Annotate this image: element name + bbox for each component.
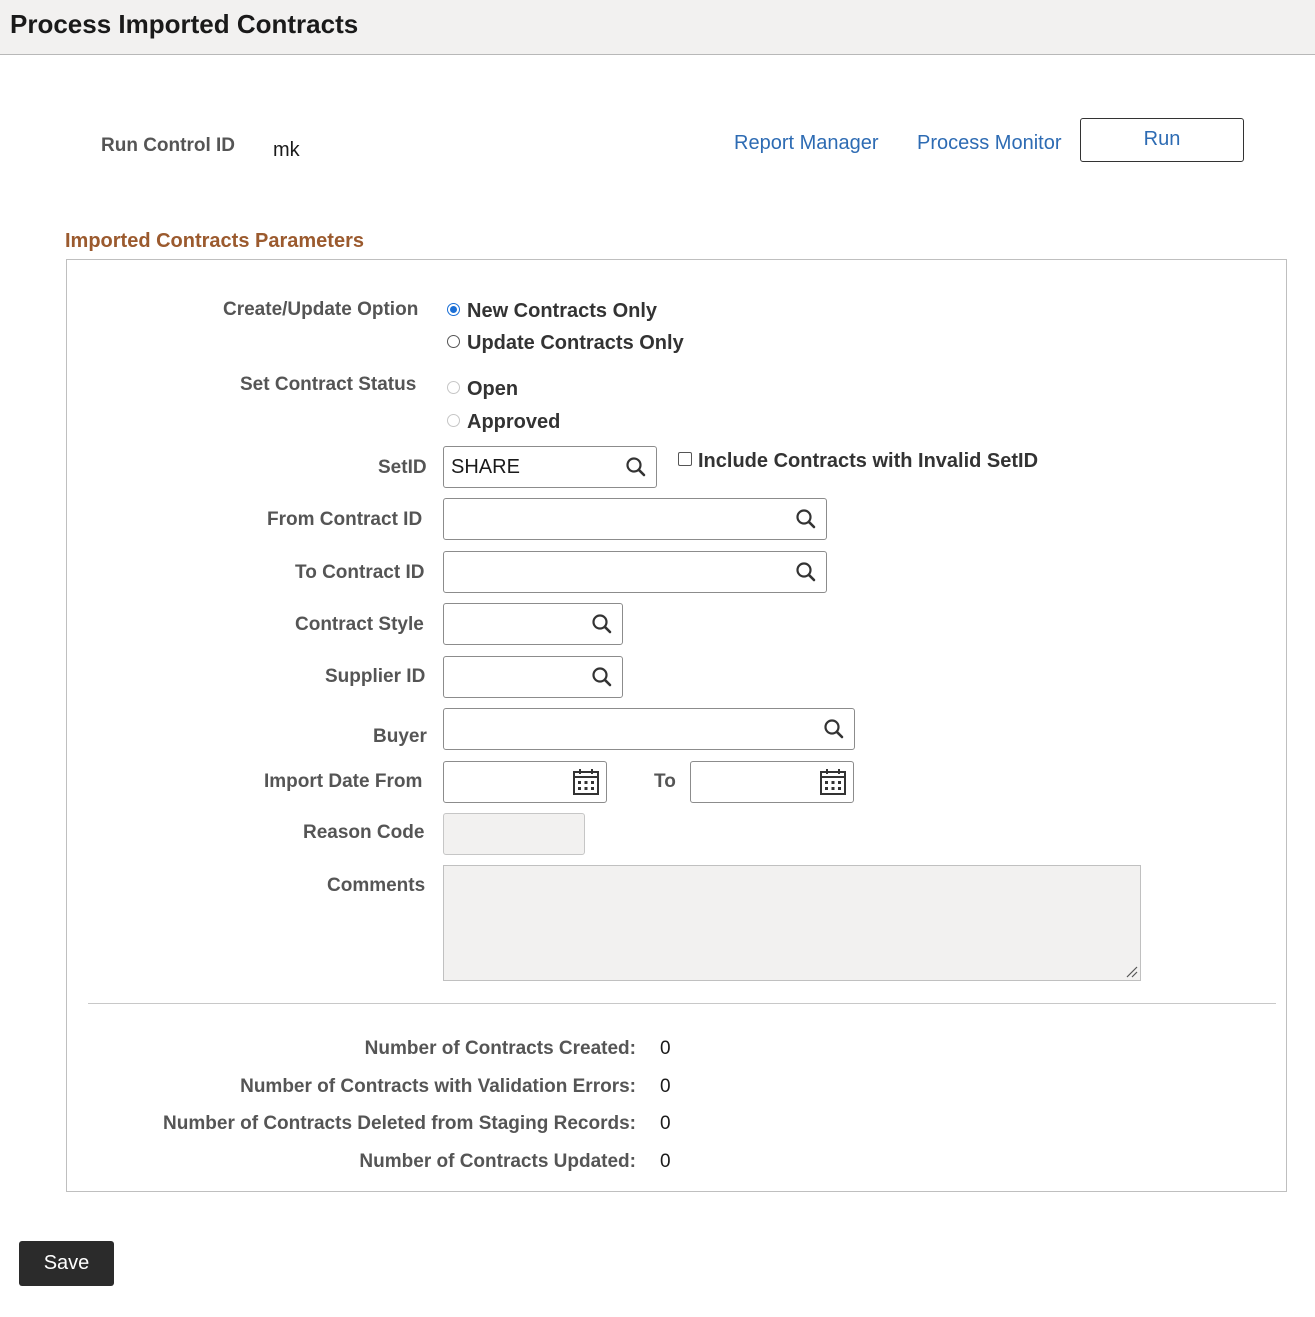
- to-contract-label: To Contract ID: [295, 562, 425, 583]
- stat-created-label: Number of Contracts Created:: [364, 1038, 636, 1059]
- comments-textarea[interactable]: [443, 865, 1141, 981]
- reason-code-label: Reason Code: [303, 822, 425, 843]
- search-icon[interactable]: [794, 560, 818, 584]
- import-date-from-input[interactable]: [443, 761, 607, 803]
- supplier-label: Supplier ID: [325, 666, 426, 687]
- page-header: [0, 0, 1315, 55]
- save-button[interactable]: Save: [19, 1241, 114, 1286]
- import-date-to-label: To: [654, 771, 676, 792]
- stat-updated-label: Number of Contracts Updated:: [359, 1151, 636, 1172]
- buyer-input[interactable]: [443, 708, 855, 750]
- setid-input[interactable]: [443, 446, 657, 488]
- process-monitor-link[interactable]: Process Monitor: [917, 132, 1062, 154]
- divider: [88, 1003, 1276, 1004]
- stat-updated-value: 0: [660, 1151, 671, 1172]
- resize-handle-icon[interactable]: [1126, 966, 1138, 978]
- run-control-label: Run Control ID: [101, 135, 236, 156]
- run-button[interactable]: Run: [1080, 118, 1244, 162]
- stat-validation-errors-label: Number of Contracts with Validation Errors:: [240, 1076, 636, 1097]
- search-icon[interactable]: [624, 455, 648, 479]
- search-icon[interactable]: [822, 717, 846, 741]
- section-title: Imported Contracts Parameters: [65, 230, 364, 252]
- page-title: Process Imported Contracts: [10, 9, 359, 39]
- stat-deleted-value: 0: [660, 1113, 671, 1134]
- search-icon[interactable]: [590, 612, 614, 636]
- buyer-label: Buyer: [373, 726, 427, 747]
- include-invalid-checkbox[interactable]: [678, 452, 692, 466]
- report-manager-link[interactable]: Report Manager: [734, 132, 879, 154]
- reason-code-input: [443, 813, 585, 855]
- update-contracts-radio[interactable]: [447, 335, 460, 348]
- from-contract-label: From Contract ID: [267, 509, 423, 530]
- calendar-icon[interactable]: [572, 767, 600, 797]
- search-icon[interactable]: [794, 507, 818, 531]
- stat-validation-errors-value: 0: [660, 1076, 671, 1097]
- include-invalid-label: Include Contracts with Invalid SetID: [698, 450, 1039, 472]
- calendar-icon[interactable]: [819, 767, 847, 797]
- open-radio: [447, 381, 460, 394]
- contract-style-input[interactable]: [443, 603, 623, 645]
- setid-value: SHARE: [451, 456, 520, 478]
- supplier-input[interactable]: [443, 656, 623, 698]
- setid-label: SetID: [378, 457, 427, 478]
- comments-label: Comments: [327, 875, 426, 896]
- approved-radio: [447, 414, 460, 427]
- import-date-from-label: Import Date From: [264, 771, 423, 792]
- to-contract-input[interactable]: [443, 551, 827, 593]
- contract-status-label: Set Contract Status: [240, 374, 417, 395]
- stat-created-value: 0: [660, 1038, 671, 1059]
- stat-deleted-label: Number of Contracts Deleted from Staging Records:: [163, 1113, 636, 1134]
- run-control-value: mk: [273, 139, 300, 161]
- import-date-to-input[interactable]: [690, 761, 854, 803]
- create-update-label: Create/Update Option: [223, 299, 419, 320]
- search-icon[interactable]: [590, 665, 614, 689]
- open-label: Open: [467, 378, 519, 400]
- approved-label: Approved: [467, 411, 561, 433]
- update-contracts-label: Update Contracts Only: [467, 332, 684, 354]
- new-contracts-radio[interactable]: [447, 303, 460, 316]
- new-contracts-label: New Contracts Only: [467, 300, 658, 322]
- contract-style-label: Contract Style: [295, 614, 424, 635]
- from-contract-input[interactable]: [443, 498, 827, 540]
